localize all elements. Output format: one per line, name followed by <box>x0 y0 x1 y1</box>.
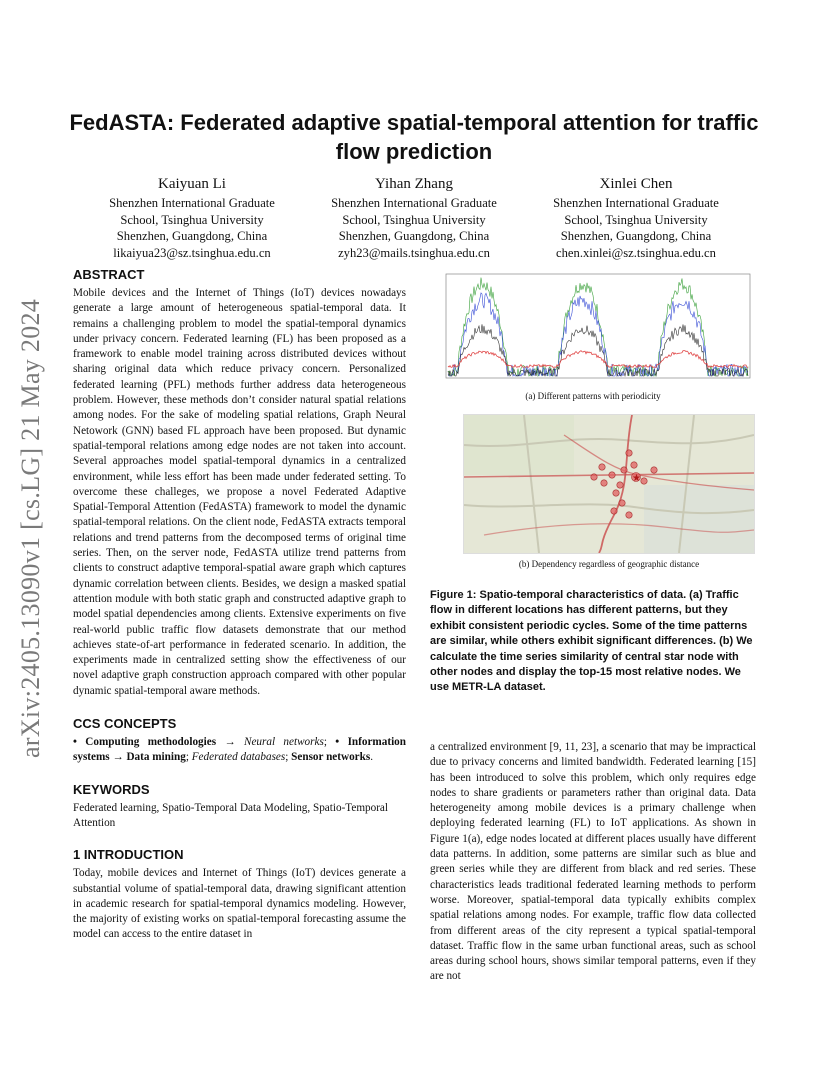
author-affiliation-line: School, Tsinghua University <box>342 212 486 227</box>
map-node <box>591 474 597 480</box>
abstract-text: Mobile devices and the Internet of Things (IoT) devices nowadays generate a large amount of heterogeneous spatial-temporal data. It remains a challenging problem to model the spatial-temporal dynamics under privacy concern. Federated learning (FL) has been proposed as a framework to enable model training across distributed devices without sharing original data which reduce privacy concern. Personalized federated learning (PFL) methods further address data heterogeneous problem. However, these methods don’t consider natural spatial relations among nodes. For the sake of modeling spatial relations, Graph Neural Netowork (GNN) based FL approach have been proposed. But dynamic spatial-temporal relations among edge nodes are not taken into account. Several approaches model spatial-temporal dynamics in a centralized environment, while less effort has been made under federated setting. To overcome these challeges, we propose a novel Federated Adaptive Spatial-Temporal Attention (FedASTA) framework to model the dynamic spatial-temporal relations. On the client node, FedASTA extracts temporal relations and trend patterns from the decomposed terms of original time series. Then, on the server node, FedASTA utilize trend patterns from clients to construct adaptive temporal-spatial aware graph which captures dynamic correlation between clients. Besides, we design a masked spatial attention module with both static graph and constructed adaptive graph to model spatial dependencies among clients. Extensive experiments on five real-world public traffic flow datasets demonstrate that our method achieves state-of-art performance in federated scenario. In addition, the experiments made in centralized setting show the effectiveness of our novel adaptive graph construction approach compared with other popular dynamic spatial-temporal aware methods. <box>73 287 406 697</box>
ccs-part: Neural networks <box>243 736 324 749</box>
map-node <box>609 472 615 478</box>
author-affiliation-line: Shenzhen International Graduate <box>553 196 719 210</box>
map-node <box>626 512 632 518</box>
ccs-heading: CCS CONCEPTS <box>73 716 177 732</box>
map-node <box>599 464 605 470</box>
ccs-part: . <box>370 751 373 764</box>
author-affiliation-line: Shenzhen, Guangdong, China <box>116 229 268 243</box>
author-email[interactable]: zyh23@mails.tsinghua.edu.cn <box>338 245 490 260</box>
author-affiliation-line: School, Tsinghua University <box>564 212 708 227</box>
author-name: Kaiyuan Li <box>158 176 226 192</box>
introduction-heading: 1 INTRODUCTION <box>73 847 184 863</box>
ccs-part: Sensor networks <box>291 751 371 764</box>
map-node <box>601 480 607 486</box>
map-node <box>617 482 623 488</box>
author-affiliation-line: Shenzhen International Graduate <box>331 196 497 210</box>
map-node <box>641 478 647 484</box>
keywords-text: Federated learning, Spatio-Temporal Data Modeling, Spatio-Temporal Attention <box>73 801 389 829</box>
ccs-part: ; <box>323 736 336 749</box>
author-name: Yihan Zhang <box>375 176 453 192</box>
ccs-part: • Information systems → Data mining <box>73 736 406 764</box>
time-series-plot <box>432 270 754 386</box>
author-affiliation-line: Shenzhen, Guangdong, China <box>338 229 490 243</box>
ccs-part: ; <box>185 751 192 764</box>
map-node <box>626 450 632 456</box>
map-node <box>619 500 625 506</box>
author-email[interactable]: likaiyua23@sz.tsinghua.edu.cn <box>113 245 271 260</box>
author-name: Xinlei Chen <box>599 176 673 192</box>
ccs-part: ; <box>285 751 292 764</box>
keywords-heading: KEYWORDS <box>73 781 150 797</box>
author-affiliation-line: Shenzhen, Guangdong, China <box>560 229 712 243</box>
arxiv-stamp: arXiv:2405.13090v1 [cs.LG] 21 May 2024 <box>16 298 45 758</box>
map-node <box>631 462 637 468</box>
map-node <box>651 467 657 473</box>
star-node-icon: ★ <box>632 473 641 484</box>
left-column <box>73 267 406 943</box>
author-block-1 <box>92 175 292 261</box>
map-node <box>621 467 627 473</box>
right-column-text: a centralized environment [9, 11, 23], a scenario that may be impractical due to privacy concerns and limited bandwidth. Federated learning [15] has been introduced to solve this problem, which only requires edge nodes to share gradients or parameters rather than original data. Data heterogeneity among mobile devices is a primary challenge when deploying federated learning (FL) to IoT applications. As shown in Figure 1(a), edge nodes located at different places usually have different data patterns. In addition, some patterns are similar such as blue and green series while they are different from black and red series. These characteristics leads traditional federated learning methods to perform worse. Moreover, spatial-temporal data typically exhibits complex spatial relations among nodes. For example, traffic flow data collected from different areas of the city represent a typical spatial-temporal dataset. Traffic flow in the same urban functional areas, such as school areas during school hours, shows similar temporal patterns, even if they are not <box>430 741 756 983</box>
author-block-3 <box>536 175 736 261</box>
map-graphic <box>464 415 754 553</box>
map-node <box>611 508 617 514</box>
author-affiliation-line: Shenzhen International Graduate <box>109 196 275 210</box>
author-email[interactable]: chen.xinlei@sz.tsinghua.edu.cn <box>556 245 716 260</box>
figure-1b-map <box>463 414 755 554</box>
ccs-part: Federated databases <box>191 751 286 764</box>
ccs-text <box>73 735 406 766</box>
abstract-heading: ABSTRACT <box>73 267 145 282</box>
introduction-text: Today, mobile devices and Internet of Things (IoT) devices generate a substantial volume of spatial-temporal data, drawing significant attention in academic research for spatial-temporal dynamics modeling. However, the majority of existing works on spatial-temporal forecasting assume the model can access to the entire dataset in <box>73 867 406 941</box>
map-node <box>613 490 619 496</box>
ccs-part: • Computing methodologies → <box>73 736 244 749</box>
figure-1a-plot <box>432 270 754 386</box>
figure-1a-caption: (a) Different patterns with periodicity <box>525 391 661 401</box>
figure-1b-caption: (b) Dependency regardless of geographic distance <box>518 559 700 569</box>
paper-title: FedASTA: Federated adaptive spatial-temporal attention for traffic flow prediction <box>69 110 759 164</box>
author-affiliation-line: School, Tsinghua University <box>120 212 264 227</box>
figure-1-caption: Figure 1: Spatio-temporal characteristics of data. (a) Traffic flow in different locations has different patterns, but they exhibit consistent periodic cycles. Some of the time patterns are similar, while others exhibit significant differences. (b) We calculate the time series similarity of central star node with other nodes and display the top-15 most relative nodes. We use METR-LA dataset. <box>430 589 753 694</box>
author-block-2 <box>314 175 514 261</box>
